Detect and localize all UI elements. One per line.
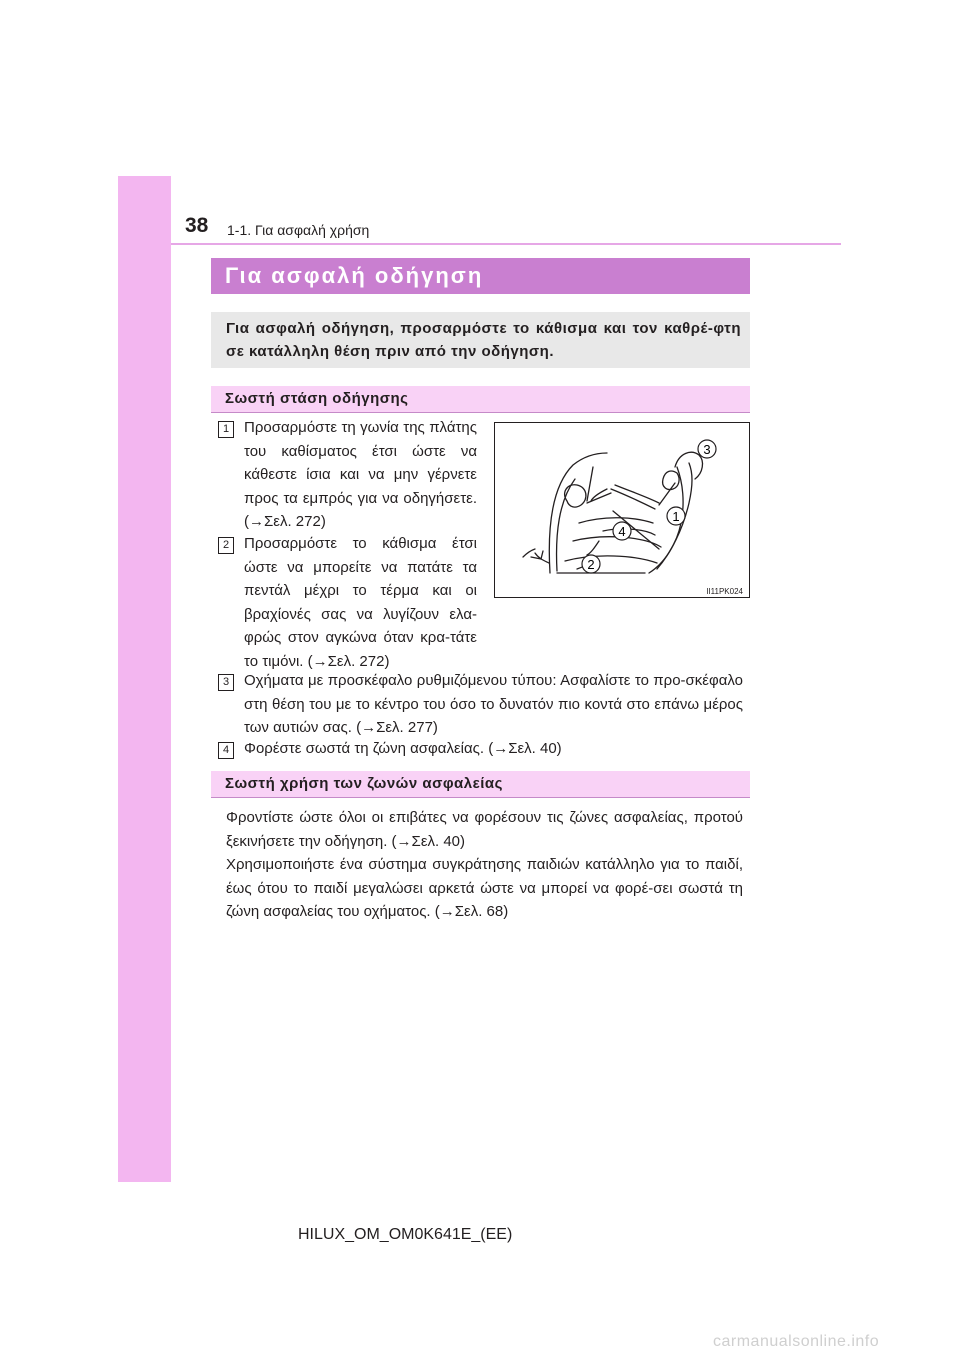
footer-doc-id: HILUX_OM_OM0K641E_(EE) xyxy=(298,1226,513,1243)
side-tab-bar xyxy=(118,176,171,1182)
item-3-text: Οχήματα με προσκέφαλο ρυθμιζόμενου τύπου: Ασφαλίστε το προ-σκέφαλο στη θέση του με το κέντρο του όσο το δυνατόν πιο κοντά στο επάνω μέρος των αυτιών σας. (→Σελ. 277) xyxy=(244,672,743,736)
section-label: 1-1. Για ασφαλή χρήση xyxy=(227,222,370,238)
item-4-text: Φορέστε σωστά τη ζώνη ασφαλείας. (→Σελ. 40) xyxy=(244,740,562,757)
item-2-text: Προσαρμόστε το κάθισμα έτσι ώστε να μπορείτε να πατάτε τα πεντάλ μέχρι το τέρμα και οι βραχίονές σας να λυγίζουν ελα-φρώς στον αγκώνα όταν κρα-τάτε το τιμόνι. (→Σελ. 272) xyxy=(244,535,477,670)
item-number-badge: 1 xyxy=(218,421,234,438)
item-number-badge: 3 xyxy=(218,674,234,691)
callout-3 xyxy=(698,440,716,458)
subheading-driving-posture xyxy=(211,386,750,413)
callout-1 xyxy=(667,507,685,525)
callout-2 xyxy=(582,555,600,573)
seatbelt-paragraph: Χρησιμοποιήστε ένα σύστημα συγκράτησης παιδιών κατάλληλο για το παιδί, έως ότου το παιδί μεγαλώσει αρκετά ώστε να μπορεί να φορέ-σει σωστά τη ζώνη ασφαλείας του οχήματος. (→Σελ. 68) xyxy=(226,856,743,920)
svg-text:4: 4 xyxy=(618,524,626,539)
svg-text:3: 3 xyxy=(703,442,711,457)
header-rule xyxy=(171,243,841,245)
subheading-label: Σωστή στάση οδήγησης xyxy=(225,390,409,407)
subheading-label: Σωστή χρήση των ζωνών ασφαλείας xyxy=(225,775,503,792)
callout-4 xyxy=(613,522,631,540)
illustration-code: II11PK024 xyxy=(706,587,743,596)
subheading-seatbelt-use xyxy=(211,771,750,798)
svg-text:1: 1 xyxy=(672,509,680,524)
page-number: 38 xyxy=(185,214,209,237)
illustration-callouts xyxy=(494,422,748,596)
intro-text: Για ασφαλή οδήγηση, προσαρμόστε το κάθισμα και τον καθρέ-φτη σε κατάλληλη θέση πριν από την οδήγηση. xyxy=(226,320,741,360)
item-1-text: Προσαρμόστε τη γωνία της πλάτης του καθίσματος έτσι ώστε να κάθεστε ίσια και να μην γέρνετε προς τα εμπρός για να οδηγήσετε. (→Σελ. 272) xyxy=(244,419,477,530)
watermark: carmanualsonline.info xyxy=(713,1333,880,1350)
item-number-badge: 4 xyxy=(218,742,234,759)
svg-text:2: 2 xyxy=(587,557,595,572)
seatbelt-paragraph: Φροντίστε ώστε όλοι οι επιβάτες να φορέσουν τις ζώνες ασφαλείας, προτού ξεκινήσετε την οδήγηση. (→Σελ. 40) xyxy=(226,809,743,850)
item-number-badge: 2 xyxy=(218,537,234,554)
page-title: Για ασφαλή οδήγηση xyxy=(225,263,484,288)
